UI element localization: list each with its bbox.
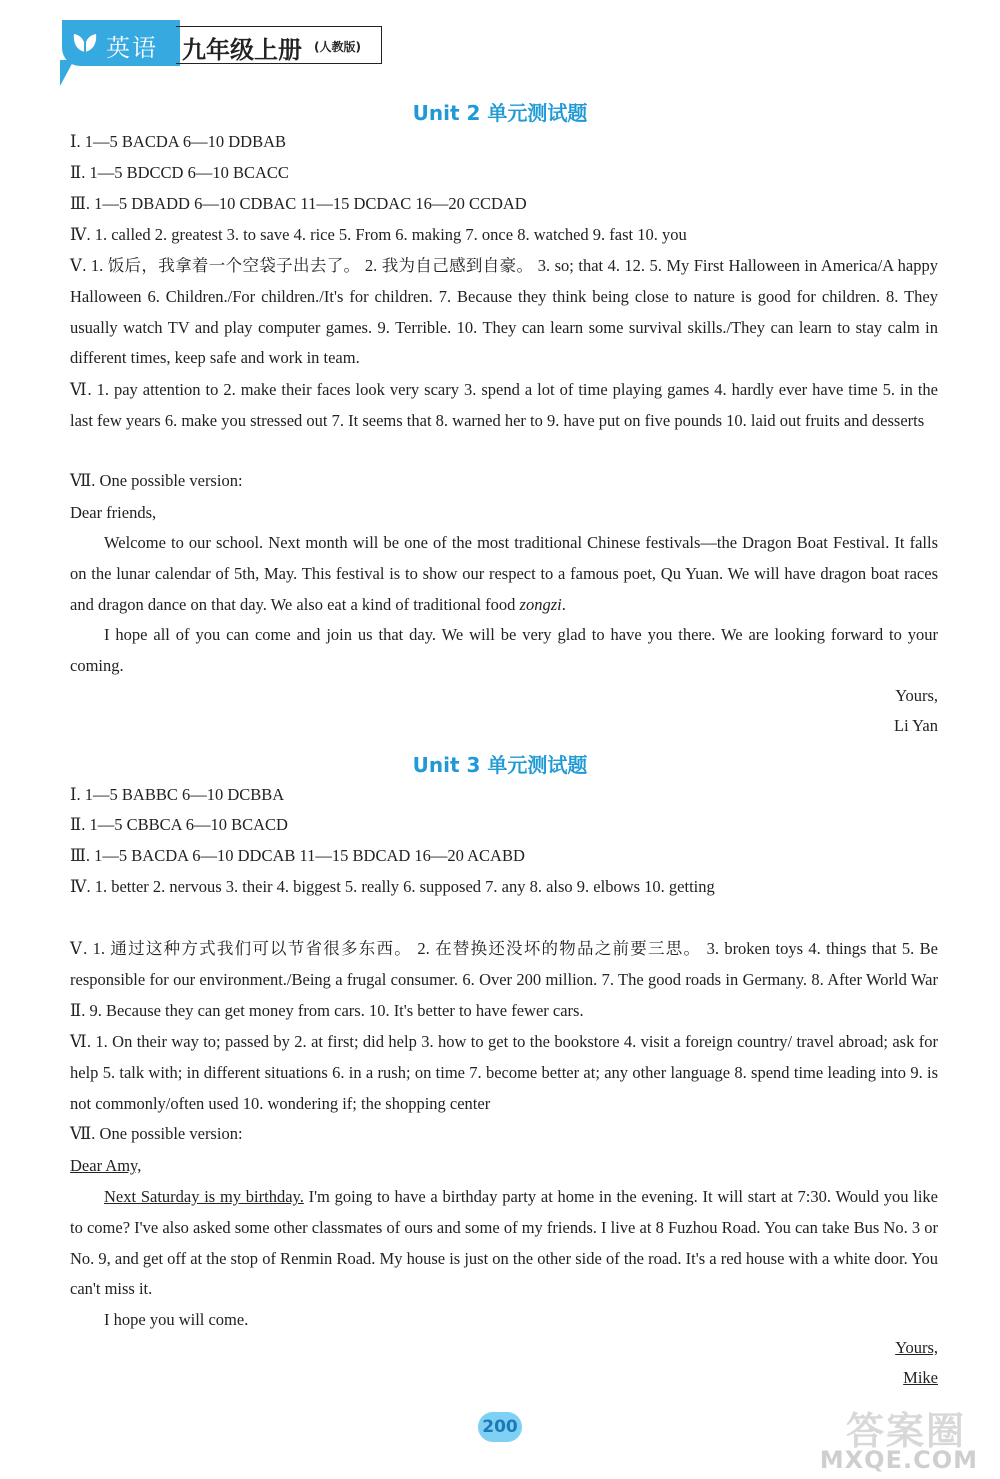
- unit2-section-4: Ⅳ. 1. called 2. greatest 3. to save 4. rice 5. From 6. making 7. once 8. watched 9. fast 10. you: [70, 225, 687, 244]
- unit3-section-5: Ⅴ. 1. 通过这种方式我们可以节省很多东西。 2. 在替换还没坏的物品之前要三思。 3. broken toys 4. things that 5. Be responsible for our environment./Being a frugal consumer. 6. Over 200 million. 7. The good roads in Germany. 8. After World War Ⅱ. 9. Because they can get money from cars. 10. It's better to have fewer cars.: [70, 939, 938, 1020]
- unit2-p1-end: .: [561, 594, 566, 614]
- unit3-section-7: Ⅶ. One possible version:: [70, 1124, 243, 1143]
- unit3-section-6: Ⅵ. 1. On their way to; passed by 2. at first; did help 3. how to get to the bookstore 4. visit a foreign country/ travel abroad; ask for help 5. talk with; in different situations 6. in a rush; on time 7. become better at; any other language 8. spend time leading into 9. is not commonly/often used 10. wondering if; the shopping center: [70, 1032, 938, 1113]
- unit3-letter-closing: Yours,: [895, 1338, 938, 1357]
- unit3-section-1: Ⅰ. 1—5 BABBC 6—10 DCBBA: [70, 785, 285, 804]
- header-subject: 英语: [106, 34, 158, 62]
- unit3-letter-paragraph-1: [70, 1182, 938, 1305]
- unit2-section-6: Ⅵ. 1. pay attention to 2. make their faces look very scary 3. spend a lot of time playing games 4. hardly ever have time 5. in the last few years 6. make you stressed out 7. It seems that 8. warned her to 9. have put on five pounds 10. laid out fruits and desserts: [70, 380, 938, 430]
- header-edition: (人教版): [314, 40, 361, 54]
- unit3-section-4: Ⅳ. 1. better 2. nervous 3. their 4. biggest 5. really 6. supposed 7. any 8. also 9. elbows 10. getting: [70, 877, 715, 896]
- unit2-letter-closing: Yours,: [895, 686, 938, 705]
- unit3-title: Unit 3 单元测试题: [412, 753, 588, 777]
- unit2-section-7: Ⅶ. One possible version:: [70, 471, 243, 490]
- unit2-section-5: Ⅴ. 1. 饭后，我拿着一个空袋子出去了。 2. 我为自己感到自豪。 3. so; that 4. 12. 5. My First Halloween in America/A happy Halloween 6. Children./For children./It's for children. 7. Because they think being close to nature is good for children. 8. They usually watch TV and play computer games. 9. Terrible. 10. They can learn some survival skills./They can learn to stay calm in different times, keep safe and work in team.: [70, 256, 938, 368]
- unit3-p1-underlined: Next Saturday is my birthday.: [104, 1187, 304, 1206]
- watermark-logo: 答案圈: [845, 1409, 966, 1453]
- unit3-p1-rest: I'm going to have a birthday party at home in the evening. It will start at 7:30. Would you like to come? I've also asked some other classmates of ours and some of my friends. I live at 8 Fuzhou Road. You can take Bus No. 3 or No. 9, and get off at the stop of Renmin Road. My house is just on the other side of the road. It's a red house with a white door. You can't miss it.: [70, 1187, 939, 1299]
- header-grade: 九年级上册: [182, 36, 302, 64]
- page-number: 200: [478, 1412, 522, 1442]
- watermark-url: MXQE.COM: [819, 1446, 978, 1474]
- unit2-letter-signature: Li Yan: [893, 716, 938, 735]
- unit2-letter-paragraph-2: I hope all of you can come and join us that day. We will be very glad to have you there. We are looking forward to your coming.: [70, 625, 938, 675]
- unit3-letter-greeting: [70, 1156, 141, 1176]
- unit2-section-2: Ⅱ. 1—5 BDCCD 6—10 BCACC: [70, 163, 289, 182]
- unit2-p1-main: Welcome to our school. Next month will be one of the most traditional Chinese festivals—the Dragon Boat Festival. It falls on the lunar calendar of 5th, May. This festival is to show our respect to a famous poet, Qu Yuan. We will have dragon boat races and dragon dance on that day. We also eat a kind of traditional food: [70, 533, 938, 614]
- unit2-letter-greeting: Dear friends,: [70, 503, 157, 522]
- unit3-greeting-text: Dear Amy,: [70, 1156, 142, 1175]
- unit2-letter-paragraph-1: [70, 528, 938, 620]
- unit3-section-2: Ⅱ. 1—5 CBBCA 6—10 BCACD: [70, 815, 288, 834]
- header-bar-tail: [60, 60, 74, 86]
- unit2-p1-italic: zongzi: [519, 594, 562, 614]
- unit3-letter-signature: Mike: [903, 1368, 938, 1387]
- leaf-logo-icon: [70, 28, 100, 56]
- unit2-section-1: Ⅰ. 1—5 BACDA 6—10 DDBAB: [70, 132, 286, 151]
- unit2-title: Unit 2 单元测试题: [412, 101, 588, 125]
- unit2-section-3: Ⅲ. 1—5 DBADD 6—10 CDBAC 11—15 DCDAC 16—20 CCDAD: [70, 194, 527, 213]
- unit3-section-3: Ⅲ. 1—5 BACDA 6—10 DDCAB 11—15 BDCAD 16—20 ACABD: [70, 846, 525, 865]
- unit3-letter-paragraph-2: I hope you will come.: [104, 1310, 249, 1329]
